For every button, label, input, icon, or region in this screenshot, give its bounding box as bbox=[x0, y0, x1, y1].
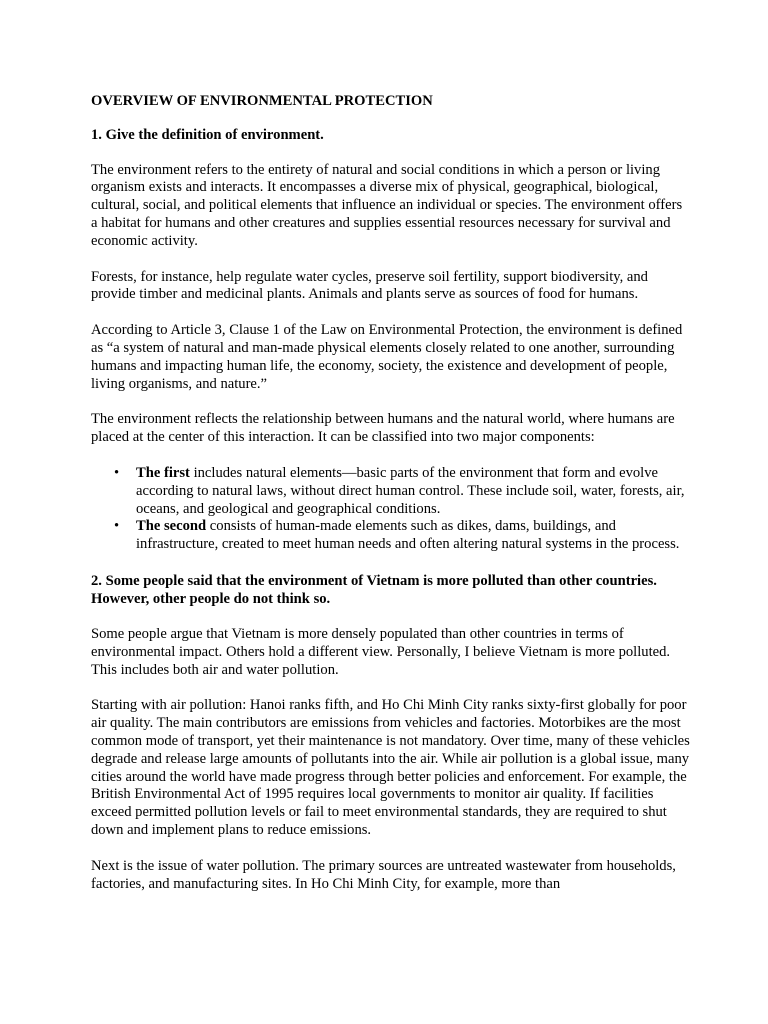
list-item bbox=[114, 518, 691, 554]
list-item-text: includes natural elements—basic parts of the environment that form and evolve according to natural laws, without direct human control. These include soil, water, forests, air, oceans, and geological and geographical conditions. bbox=[136, 464, 685, 517]
section-1-heading: 1. Give the definition of environment. bbox=[91, 126, 324, 143]
list-item bbox=[114, 464, 691, 518]
document-page bbox=[91, 93, 691, 911]
bullet-icon: • bbox=[114, 464, 120, 481]
paragraph-air-pollution: Starting with air pollution: Hanoi ranks fifth, and Ho Chi Minh City ranks sixty-first globally for poor air quality. The main contributors are emissions from vehicles and factories. Motorbikes are the most common mode of transport, yet their maintenance is not mandatory. Over time, many of these vehicles degrade and release large amounts of pollutants into the air. While air pollution is a global issue, many cities around the world have made progress through better policies and enforcement. For example, the British Environmental Act of 1995 requires local governments to monitor air quality. If facilities exceed permitted pollution levels or fail to meet environmental standards, they are required to shut down and implement plans to reduce emissions. bbox=[91, 697, 690, 838]
paragraph-classification: The environment reflects the relationship between humans and the natural world, where humans are placed at the center of this interaction. It can be classified into two major components: bbox=[91, 411, 675, 446]
list-item-lead: The second bbox=[136, 518, 207, 535]
bullet-icon: • bbox=[114, 518, 120, 535]
paragraph-forests: Forests, for instance, help regulate water cycles, preserve soil fertility, support biodiversity, and provide timber and medicinal plants. Animals and plants serve as sources of food for humans. bbox=[91, 268, 648, 303]
paragraph-water-pollution: Next is the issue of water pollution. The primary sources are untreated wastewater from households, factories, and manufacturing sites. In Ho Chi Minh City, for example, more than bbox=[91, 857, 676, 892]
list-item-lead: The first bbox=[136, 464, 190, 481]
paragraph-definition: The environment refers to the entirety of natural and social conditions in which a person or living organism exists and interacts. It encompasses a diverse mix of physical, geographical, biological, cultural, social, and political elements that influence an individual or species. The environment offers a habitat for humans and other creatures and supplies essential resources necessary for survival and economic activity. bbox=[91, 161, 683, 249]
components-list bbox=[91, 465, 691, 554]
list-item-text: consists of human-made elements such as dikes, dams, buildings, and infrastructure, created to meet human needs and often altering natural systems in the process. bbox=[136, 518, 680, 553]
paragraph-opinions: Some people argue that Vietnam is more densely populated than other countries in terms of environmental impact. Others hold a different view. Personally, I believe Vietnam is more polluted. This includes both air and water pollution. bbox=[91, 625, 671, 678]
paragraph-law: According to Article 3, Clause 1 of the Law on Environmental Protection, the environment is defined as “a system of natural and man-made physical elements closely related to one another, surrounding humans and impacting human life, the economy, society, the existence and development of people, living organisms, and nature.” bbox=[91, 322, 683, 392]
section-2-heading: 2. Some people said that the environment of Vietnam is more polluted than other countries. However, other people do not think so. bbox=[91, 572, 657, 608]
document-title: OVERVIEW OF ENVIRONMENTAL PROTECTION bbox=[91, 93, 433, 109]
